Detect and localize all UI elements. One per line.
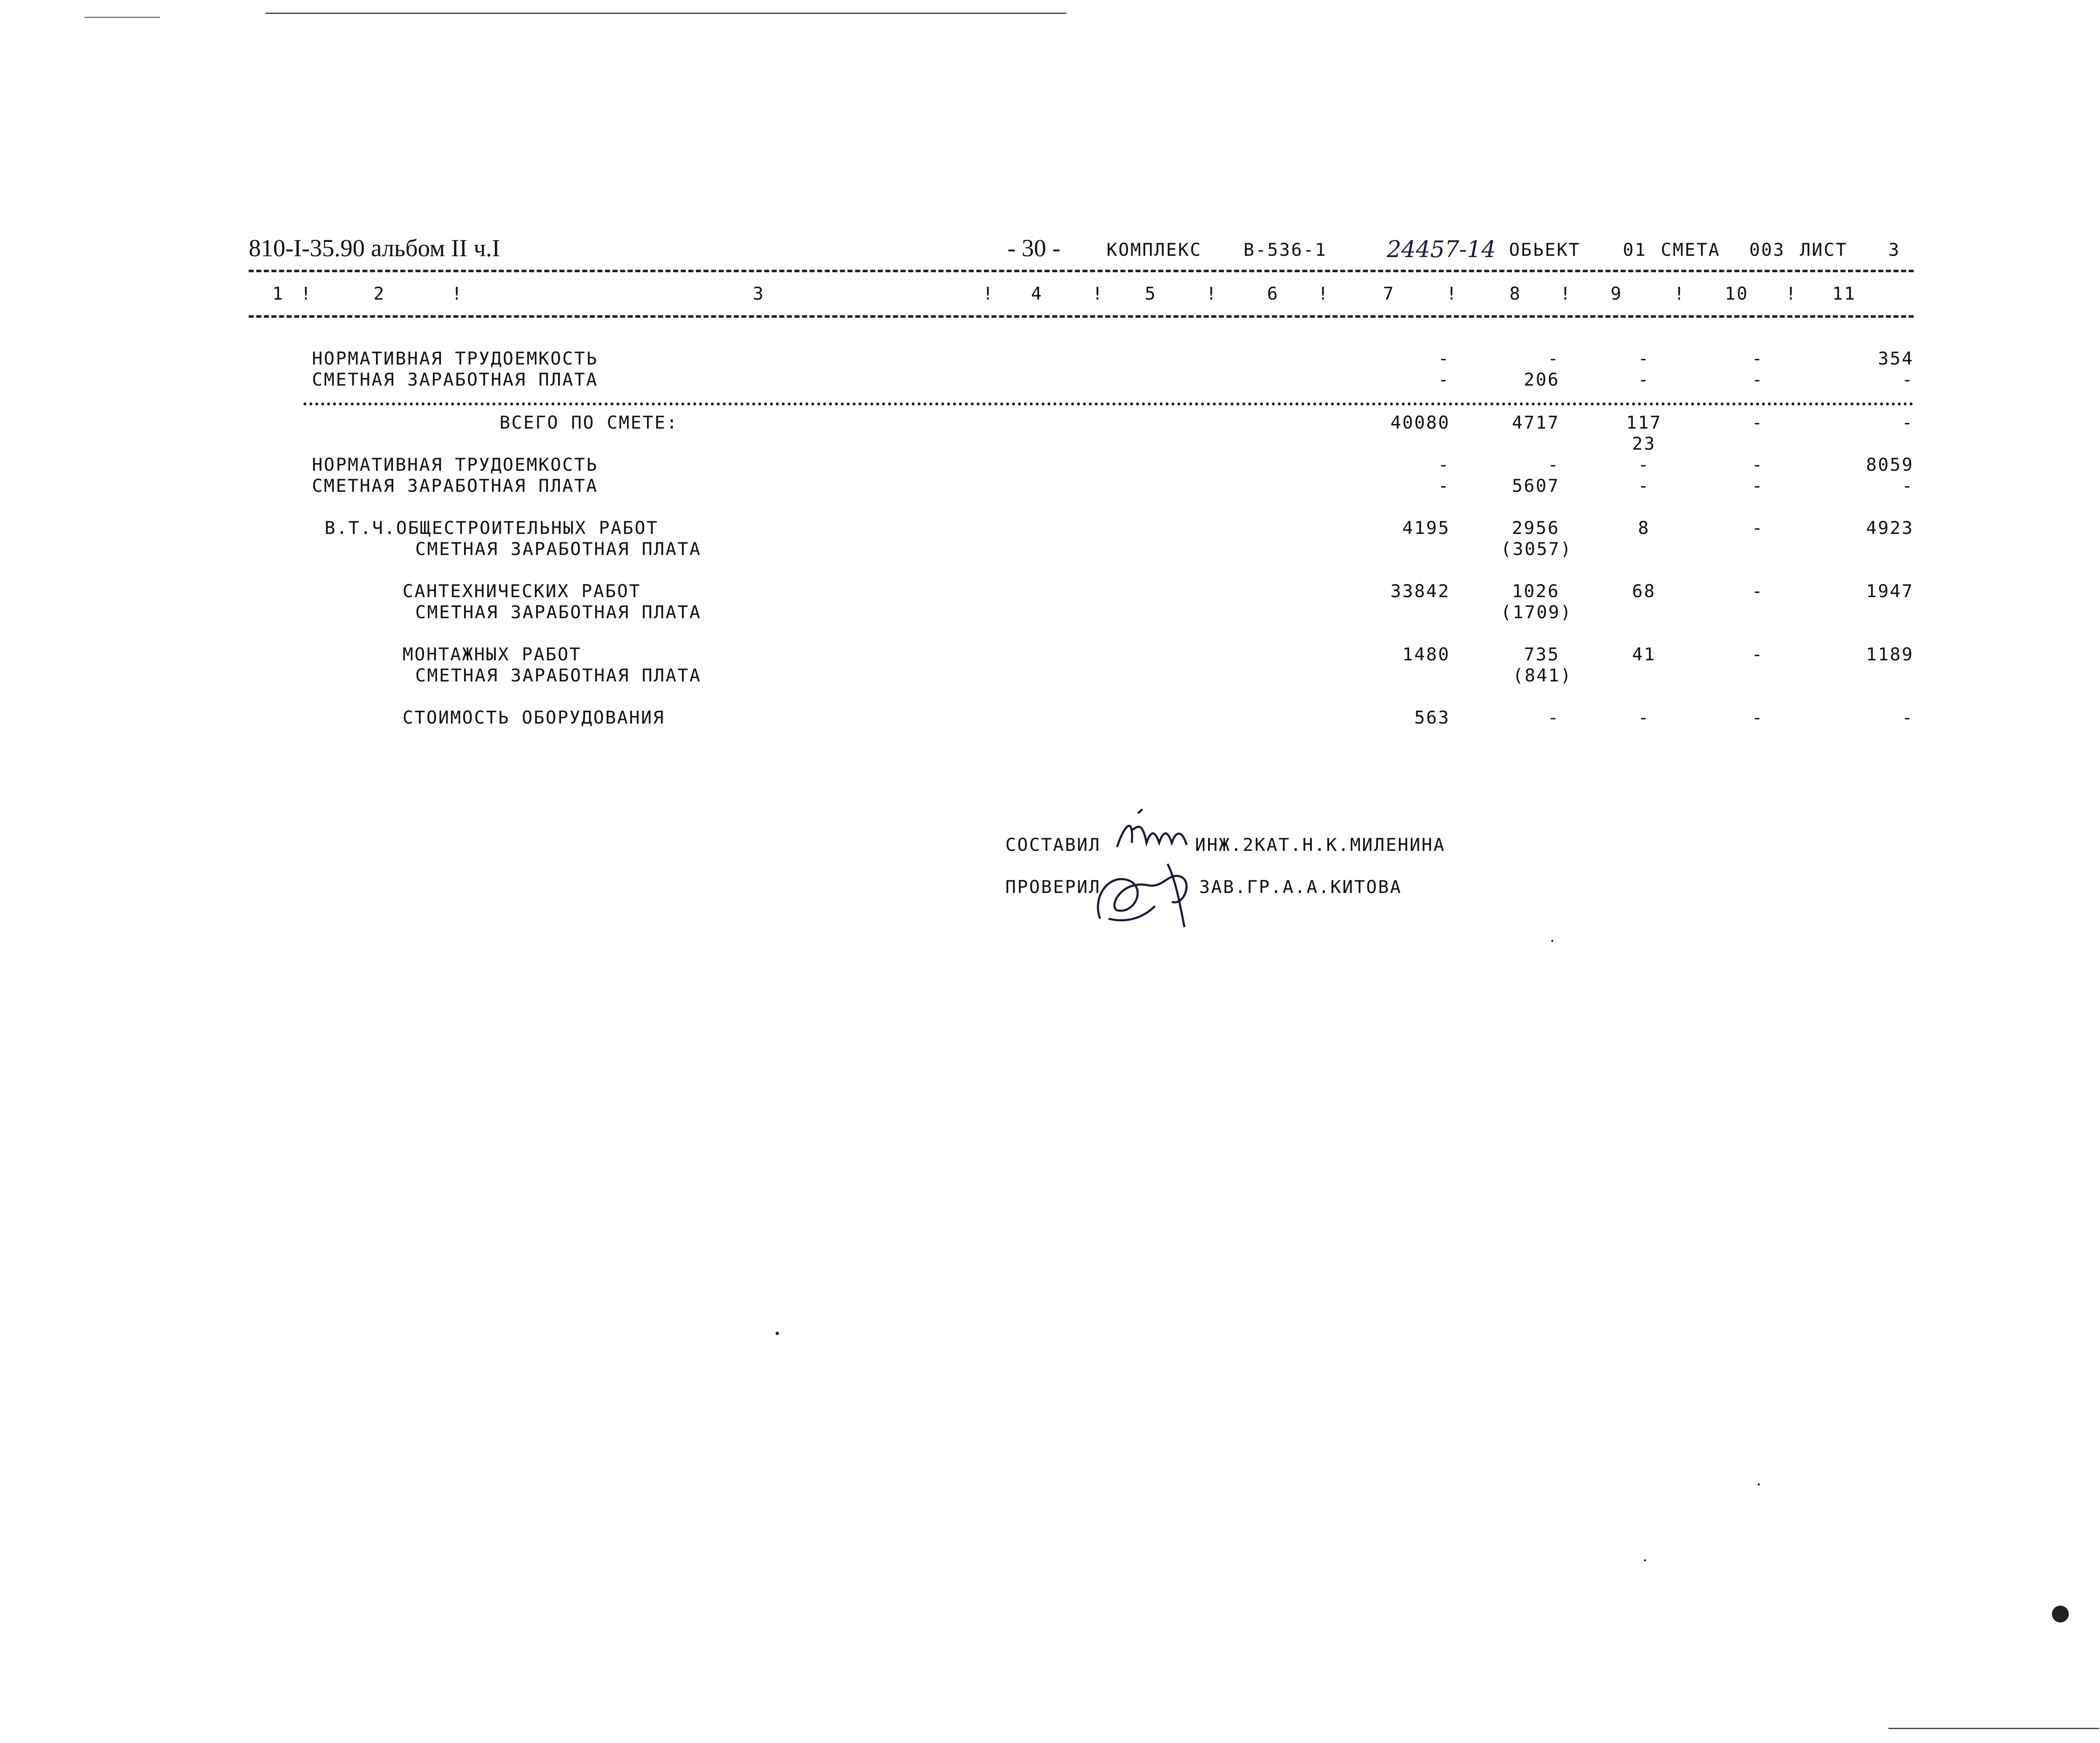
row-sublabel: СМЕТНАЯ ЗАРАБОТНАЯ ПЛАТА — [415, 602, 701, 622]
column-number: 9 — [1610, 283, 1623, 304]
cell-col-11: 1947 — [1866, 581, 1914, 601]
column-separator: ! — [1673, 283, 1686, 304]
cell-col-9: 8 — [1638, 518, 1650, 538]
cell-col-10: - — [1751, 644, 1764, 665]
column-number: 1 — [272, 283, 285, 304]
cell-col-7: 4195 — [1402, 518, 1450, 538]
row-sublabel: СМЕТНАЯ ЗАРАБОТНАЯ ПЛАТА — [415, 665, 701, 686]
cell-col-11: 8059 — [1866, 454, 1914, 475]
column-number: 3 — [752, 283, 765, 304]
cell-col-8: 735 — [1524, 644, 1560, 665]
complex-code: В-536-1 — [1243, 239, 1327, 260]
checked-by: ЗАВ.ГР.А.А.КИТОВА — [1199, 877, 1402, 897]
cell-col-7: 563 — [1414, 707, 1450, 728]
cell-col-9-second-line: 23 — [1632, 433, 1656, 454]
row-label: МОНТАЖНЫХ РАБОТ — [403, 644, 582, 665]
cell-col-8: - — [1547, 454, 1560, 475]
cell-col-8: 1026 — [1512, 581, 1560, 601]
column-number: 11 — [1832, 283, 1856, 304]
column-number: 8 — [1509, 283, 1522, 304]
cell-col-10: - — [1751, 369, 1764, 390]
cell-col-9: - — [1638, 348, 1650, 369]
scan-speck — [2052, 1606, 2069, 1622]
column-number: 7 — [1383, 283, 1395, 304]
cell-col-8-bracketed: (3057) — [1501, 539, 1572, 559]
scan-edge-line — [84, 17, 160, 18]
checked-label: ПРОВЕРИЛ — [1005, 877, 1101, 897]
complex-label: КОМПЛЕКС — [1106, 239, 1202, 260]
cell-col-8-bracketed: (841) — [1512, 665, 1572, 686]
scan-speck — [1551, 940, 1553, 942]
cell-col-8: 5607 — [1512, 475, 1560, 496]
row-label: СТОИМОСТЬ ОБОРУДОВАНИЯ — [403, 707, 665, 728]
column-separator: ! — [1092, 283, 1104, 304]
cell-col-7: - — [1438, 369, 1450, 390]
column-number: 5 — [1144, 283, 1157, 304]
cell-col-8: 2956 — [1512, 518, 1560, 538]
cell-col-10: - — [1751, 707, 1764, 728]
column-separator: ! — [1206, 283, 1218, 304]
object-value: 01 — [1623, 239, 1647, 260]
scan-speck — [1758, 1483, 1760, 1486]
page-number: - 30 - — [1007, 234, 1061, 262]
cell-col-10: - — [1751, 581, 1764, 601]
row-label: НОРМАТИВНАЯ ТРУДОЕМКОСТЬ — [312, 348, 598, 369]
cell-col-10: - — [1751, 454, 1764, 475]
row-label: СМЕТНАЯ ЗАРАБОТНАЯ ПЛАТА — [312, 475, 598, 496]
estimate-value: 003 — [1749, 239, 1785, 260]
scan-edge-line — [1888, 1728, 2099, 1729]
estimate-label: СМЕТА — [1661, 239, 1721, 260]
cell-col-11: - — [1901, 707, 1914, 728]
dotted-separator — [303, 402, 1914, 405]
cell-col-7: 1480 — [1402, 644, 1450, 665]
column-number: 2 — [373, 283, 386, 304]
cell-col-11: - — [1901, 475, 1914, 496]
object-label: ОБЬЕКТ — [1509, 239, 1581, 260]
cell-col-7: - — [1438, 454, 1450, 475]
row-sublabel: СМЕТНАЯ ЗАРАБОТНАЯ ПЛАТА — [415, 539, 701, 559]
sheet-value: 3 — [1888, 239, 1901, 260]
compiled-by: ИНЖ.2КАТ.Н.К.МИЛЕНИНА — [1195, 834, 1446, 855]
scan-speck — [1644, 1559, 1646, 1561]
column-number: 4 — [1031, 283, 1043, 304]
column-number: 6 — [1267, 283, 1279, 304]
cell-col-9: - — [1638, 454, 1650, 475]
column-header-rule — [249, 315, 1914, 318]
signature-checked — [1083, 855, 1210, 931]
cell-col-11: 4923 — [1866, 518, 1914, 538]
cell-col-8: - — [1547, 707, 1560, 728]
row-label: СМЕТНАЯ ЗАРАБОТНАЯ ПЛАТА — [312, 369, 598, 390]
signature-compiled — [1109, 805, 1197, 864]
cell-col-7: - — [1438, 475, 1450, 496]
column-separator: ! — [1785, 283, 1798, 304]
cell-col-11: 354 — [1878, 348, 1914, 369]
document-code: 810-I-35.90 альбом II ч.I — [249, 234, 500, 262]
cell-col-9: 68 — [1632, 581, 1656, 601]
column-separator: ! — [451, 283, 464, 304]
row-label: НОРМАТИВНАЯ ТРУДОЕМКОСТЬ — [312, 454, 598, 475]
header-rule — [249, 270, 1914, 272]
column-separator: ! — [1317, 283, 1330, 304]
cell-col-8-bracketed: (1709) — [1501, 602, 1572, 622]
row-label: САНТЕХНИЧЕСКИХ РАБОТ — [403, 581, 641, 601]
cell-col-9: 41 — [1632, 644, 1656, 665]
cell-col-9: - — [1638, 475, 1650, 496]
column-separator: ! — [300, 283, 313, 304]
column-separator: ! — [1446, 283, 1458, 304]
column-separator: ! — [1560, 283, 1572, 304]
complex-handwritten-number: 24457-14 — [1387, 236, 1496, 263]
cell-col-9: - — [1638, 369, 1650, 390]
sheet-label: ЛИСТ — [1800, 239, 1848, 260]
cell-col-11: - — [1901, 412, 1914, 433]
cell-col-10: - — [1751, 348, 1764, 369]
cell-col-11: - — [1901, 369, 1914, 390]
column-separator: ! — [982, 283, 995, 304]
cell-col-8: 206 — [1524, 369, 1560, 390]
compiled-label: СОСТАВИЛ — [1005, 834, 1101, 855]
cell-col-10: - — [1751, 475, 1764, 496]
cell-col-8: 4717 — [1512, 412, 1560, 433]
row-label: В.Т.Ч.ОБЩЕСТРОИТЕЛЬНЫХ РАБОТ — [325, 518, 659, 538]
cell-col-7: - — [1438, 348, 1450, 369]
scan-edge-line — [266, 13, 1066, 14]
cell-col-10: - — [1751, 518, 1764, 538]
scan-speck — [776, 1332, 779, 1335]
cell-col-9: 117 — [1626, 412, 1662, 433]
cell-col-7: 40080 — [1390, 412, 1450, 433]
column-number: 10 — [1724, 283, 1749, 304]
cell-col-8: - — [1547, 348, 1560, 369]
cell-col-10: - — [1751, 412, 1764, 433]
cell-col-11: 1189 — [1866, 644, 1914, 665]
cell-col-9: - — [1638, 707, 1650, 728]
cell-col-7: 33842 — [1390, 581, 1450, 601]
total-label: ВСЕГО ПО СМЕТЕ: — [499, 412, 679, 433]
